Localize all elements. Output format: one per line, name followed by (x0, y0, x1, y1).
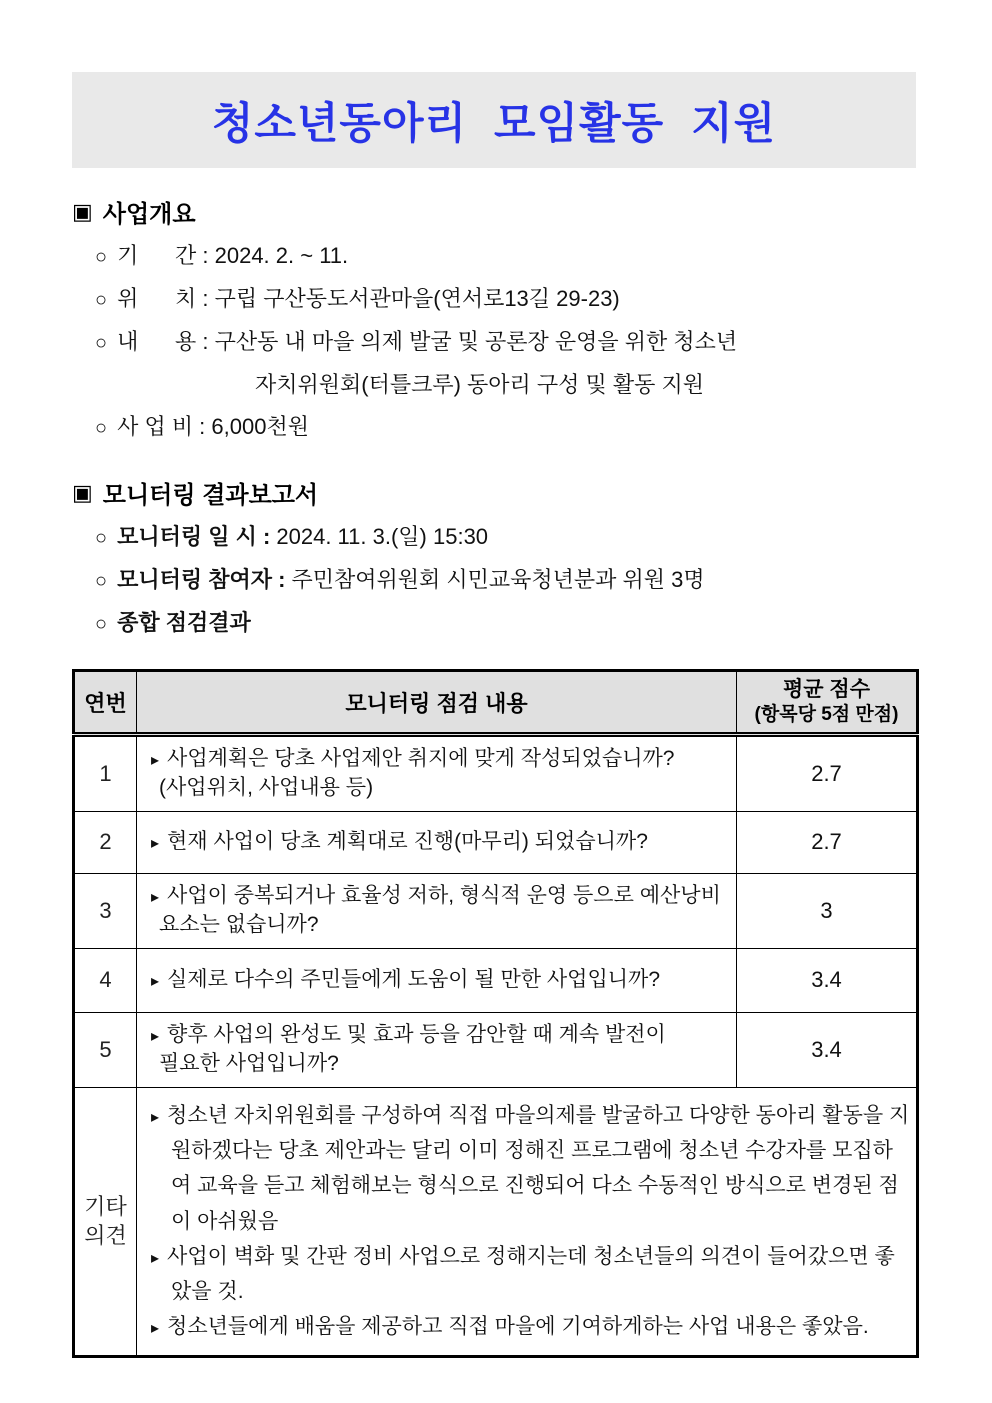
etc-opinion-item (151, 1239, 910, 1310)
row-content (137, 873, 737, 948)
row-question-line2: (사업위치, 사업내용 등) (159, 775, 374, 799)
row-number: 3 (74, 873, 137, 948)
overview-heading-label: 사업개요 (102, 201, 196, 228)
table-row (74, 948, 918, 1012)
header-score-line2: (항목당 5점 만점) (754, 704, 899, 726)
header-score-line1: 평균 점수 (783, 678, 870, 701)
circle-bullet-icon: ○ (95, 332, 108, 354)
table-row (74, 873, 918, 948)
overview-item-text: 사 업 비 : 6,000천원 (117, 414, 309, 439)
triangle-bullet-icon: ▸ (151, 1108, 160, 1126)
triangle-bullet-icon: ▸ (151, 752, 160, 769)
etc-opinion-text: 청소년 자치위원회를 구성하여 직접 마을의제를 발굴하고 다양한 동아리 활동을 지원하겠다는 당초 제안과는 달리 이미 정해진 프로그램에 청소년 수강자를 모집하여 교육을 듣고 체험해보는 형식으로 진행되어 다소 수동적인 방식으로 변경된 점이 아쉬웠음 (167, 1103, 910, 1233)
etc-opinion-text: 청소년들에게 배움을 제공하고 직접 마을에 기여하게하는 사업 내용은 좋았음. (167, 1315, 869, 1339)
monitoring-item-label: 모니터링 일 시 : (117, 524, 277, 549)
triangle-bullet-icon: ▸ (151, 1249, 160, 1267)
triangle-bullet-icon: ▸ (151, 1027, 160, 1045)
row-content (137, 811, 737, 873)
overview-item-budget (95, 406, 916, 449)
row-question-line2: 필요한 사업입니까? (159, 1051, 339, 1075)
overview-item-period (95, 235, 916, 278)
monitoring-section-heading (72, 475, 916, 510)
row-question-line2: 요소는 없습니까? (159, 912, 319, 936)
row-question: 향후 사업의 완성도 및 효과 등을 감안할 때 계속 발전이 (167, 1022, 666, 1046)
monitoring-item-participants (95, 559, 916, 602)
table-row (74, 735, 918, 812)
monitoring-heading-label: 모니터링 결과보고서 (102, 482, 319, 509)
circle-bullet-icon: ○ (95, 246, 108, 268)
etc-label-line1: 기타 (84, 1193, 127, 1219)
overview-item-text: 위 치 : 구립 구산동도서관마을(연서로13길 29-23) (117, 286, 620, 311)
circle-bullet-icon: ○ (95, 417, 108, 439)
table-header-row (74, 671, 918, 735)
circle-bullet-icon: ○ (95, 613, 108, 635)
header-content: 모니터링 점검 내용 (137, 671, 737, 735)
circle-bullet-icon: ○ (95, 570, 108, 592)
row-number: 2 (74, 811, 137, 873)
overview-item-text: 기 간 : 2024. 2. ~ 11. (117, 243, 349, 268)
monitoring-item-label: 종합 점검결과 (117, 610, 251, 635)
row-question: 사업이 중복되거나 효율성 저하, 형식적 운영 등으로 예산낭비 (167, 883, 721, 907)
page-title: 청소년동아리 모임활동 지원 (211, 99, 777, 148)
monitoring-item-datetime (95, 516, 916, 559)
row-score: 2.7 (737, 811, 918, 873)
row-score: 2.7 (737, 735, 918, 812)
row-question: 사업계획은 당초 사업제안 취지에 맞게 작성되었습니까? (167, 747, 675, 770)
row-question: 현재 사업이 당초 계획대로 진행(마무리) 되었습니까? (167, 829, 648, 853)
row-score: 3.4 (737, 1012, 918, 1087)
overview-section-heading (72, 194, 916, 229)
header-score (737, 671, 918, 735)
circle-bullet-icon: ○ (95, 527, 108, 549)
overview-item-location (95, 278, 916, 321)
section-marker-icon: ▣ (72, 198, 93, 224)
triangle-bullet-icon: ▸ (151, 1320, 160, 1338)
row-number: 5 (74, 1012, 137, 1087)
row-score: 3.4 (737, 948, 918, 1012)
title-banner (72, 72, 916, 168)
triangle-bullet-icon: ▸ (151, 888, 160, 906)
etc-opinion-item (151, 1309, 910, 1344)
overview-item-continuation: 자치위원회(터틀크루) 동아리 구성 및 활동 지원 (255, 372, 705, 397)
monitoring-result-table (72, 669, 919, 1358)
row-number: 4 (74, 948, 137, 1012)
monitoring-item-value: 2024. 11. 3.(일) 15:30 (276, 524, 489, 549)
row-content (137, 735, 737, 812)
monitoring-item-value: 주민참여위원회 시민교육청년분과 위원 3명 (291, 567, 705, 592)
row-number: 1 (74, 735, 137, 812)
monitoring-item-summary (95, 602, 916, 645)
monitoring-item-label: 모니터링 참여자 : (117, 567, 292, 592)
header-no: 연번 (74, 671, 137, 735)
etc-row-content (137, 1087, 918, 1356)
overview-item-list (72, 235, 916, 449)
triangle-bullet-icon: ▸ (151, 972, 160, 990)
overview-item-text: 내 용 : 구산동 내 마을 의제 발굴 및 공론장 운영을 위한 청소년 (117, 329, 738, 354)
etc-opinion-item (151, 1098, 910, 1239)
etc-opinion-text: 사업이 벽화 및 간판 정비 사업으로 정해지는데 청소년들의 의견이 들어갔으면 좋았을 것. (167, 1244, 895, 1304)
etc-label-line2: 의견 (84, 1223, 127, 1249)
table-row (74, 811, 918, 873)
triangle-bullet-icon: ▸ (151, 834, 160, 852)
monitoring-item-list (72, 516, 916, 645)
row-content (137, 1012, 737, 1087)
table-row (74, 1012, 918, 1087)
row-question: 실제로 다수의 주민들에게 도움이 될 만한 사업입니까? (167, 967, 661, 991)
table-row-etc-opinions (74, 1087, 918, 1356)
etc-row-label (74, 1087, 137, 1356)
row-score: 3 (737, 873, 918, 948)
row-content (137, 948, 737, 1012)
section-marker-icon: ▣ (72, 479, 93, 505)
overview-item-content (95, 321, 916, 406)
circle-bullet-icon: ○ (95, 289, 108, 311)
